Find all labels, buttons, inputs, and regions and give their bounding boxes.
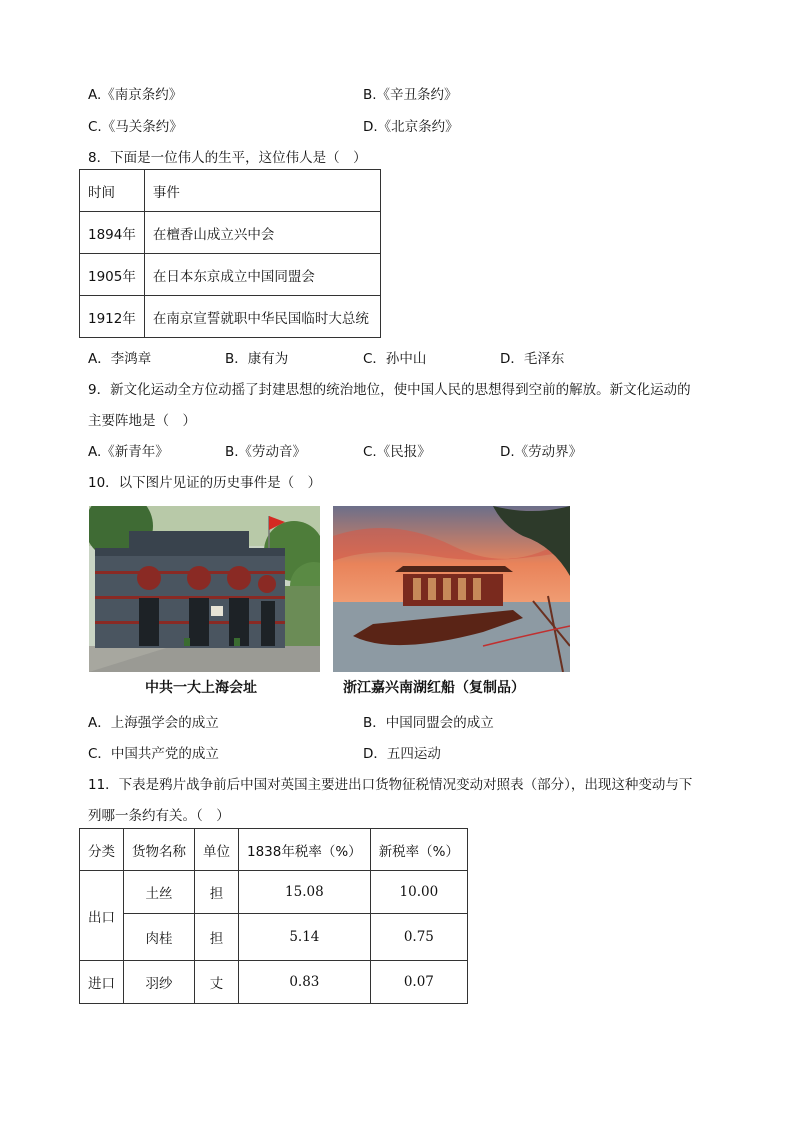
q11-old-rate: 15.08 [239,871,371,914]
q7-option-d: D.《北京条约》 [363,119,459,135]
q11-unit: 担 [195,914,239,961]
q9-option-d: D.《劳动界》 [500,444,583,460]
q7-option-b: B.《辛丑条约》 [363,87,458,103]
q11-unit: 担 [195,871,239,914]
table-row [80,212,381,254]
q8-event: 在檀香山成立兴中会 [144,212,380,254]
q11-unit: 丈 [195,961,239,1004]
q8-option-b: B．康有为 [225,351,289,367]
q11-header-new-rate: 新税率（%） [370,829,467,871]
q9-option-c: C.《民报》 [363,444,431,460]
q11-new-rate: 10.00 [370,871,467,914]
q10-option-c: C．中国共产党的成立 [88,746,219,762]
q11-old-rate: 5.14 [239,914,371,961]
q11-old-rate: 0.83 [239,961,371,1004]
caption-left: 中共一大上海会址 [145,680,257,696]
q10-question: 10．以下图片见证的历史事件是（ ） [88,475,322,491]
q10-option-d: D．五四运动 [363,746,441,762]
q7-option-a: A.《南京条约》 [88,87,183,103]
q8-table-header [80,170,381,212]
q8-header-event: 事件 [144,170,380,212]
q7-option-c: C.《马关条约》 [88,119,183,135]
q9-question-line2: 主要阵地是（ ） [88,413,196,429]
q11-goods-name: 羽纱 [124,961,195,1004]
q11-header-category: 分类 [80,829,124,871]
q8-option-a: A．李鸿章 [88,351,152,367]
q11-group-import: 进口 [80,961,124,1004]
table-row [80,961,468,1004]
q8-question: 8．下面是一位伟人的生平，这位伟人是（ ） [88,150,367,166]
q11-question-line1: 11．下表是鸦片战争前后中国对英国主要进出口货物征税情况变动对照表（部分），出现这种变动与下 [88,777,693,793]
red-boat-photo [333,506,570,672]
q11-new-rate: 0.75 [370,914,467,961]
q8-time: 1905年 [80,254,145,296]
q11-new-rate: 0.07 [370,961,467,1004]
q11-goods-name: 肉桂 [124,914,195,961]
q10-option-b: B．中国同盟会的成立 [363,715,494,731]
q11-header-unit: 单位 [195,829,239,871]
q8-table [79,169,381,338]
q8-event: 在日本东京成立中国同盟会 [144,254,380,296]
q8-header-time: 时间 [80,170,145,212]
q9-question-line1: 9．新文化运动全方位动摇了封建思想的统治地位，使中国人民的思想得到空前的解放。新文化运动的 [88,382,691,398]
q11-header-goods: 货物名称 [124,829,195,871]
q10-option-a: A．上海强学会的成立 [88,715,219,731]
q11-table [79,828,468,1004]
q11-table-header [80,829,468,871]
q8-time: 1894年 [80,212,145,254]
q11-question-line2: 列哪一条约有关。（ ） [88,808,230,824]
q8-event: 在南京宣誓就职中华民国临时大总统 [144,296,380,338]
q9-option-a: A.《新青年》 [88,444,169,460]
q8-option-d: D．毛泽东 [500,351,565,367]
q8-option-c: C．孙中山 [363,351,427,367]
q9-option-b: B.《劳动音》 [225,444,307,460]
q11-header-old-rate: 1838年税率（%） [239,829,371,871]
caption-right: 浙江嘉兴南湖红船（复制品） [343,680,525,696]
q11-group-export: 出口 [80,871,124,961]
table-row [80,871,468,914]
q8-time: 1912年 [80,296,145,338]
shanghai-building-photo [89,506,320,672]
table-row [80,914,468,961]
q11-goods-name: 土丝 [124,871,195,914]
table-row [80,254,381,296]
table-row [80,296,381,338]
